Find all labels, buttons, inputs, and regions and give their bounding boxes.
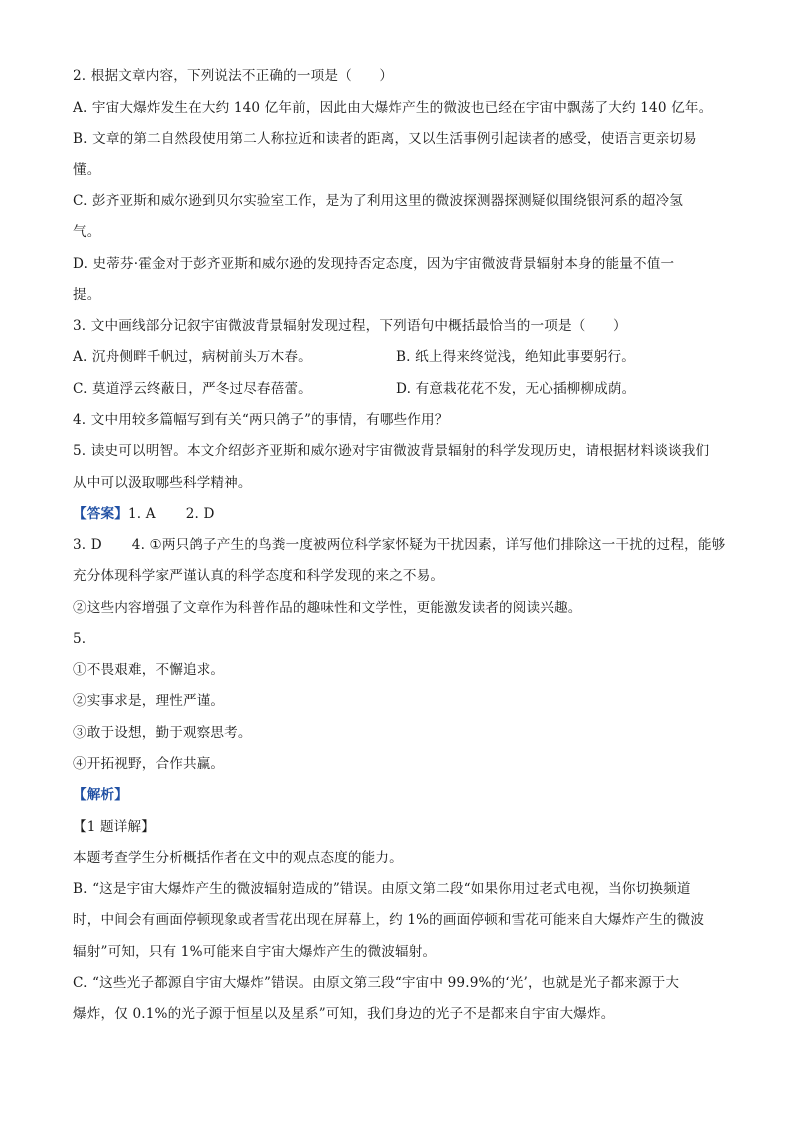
- analysis-subheading: 【1 题详解】: [73, 819, 155, 835]
- q4-stem: 4. 文中用较多篇幅写到有关“两只鸽子”的事情，有哪些作用？: [73, 412, 449, 428]
- answer-4-line3: ②这些内容增强了文章作为科普作品的趣味性和文学性，更能激发读者的阅读兴趣。: [73, 600, 582, 616]
- answer-4-line2: 充分体现科学家严谨认真的科学态度和科学发现的来之不易。: [73, 568, 445, 584]
- q3-option-b: B. 纸上得来终觉浅，绝知此事要躬行。: [396, 349, 635, 365]
- answer-row1: [73, 505, 723, 523]
- q3-option-c: C. 莫道浮云终蔽日，严冬过尽春蓓蕾。: [73, 381, 312, 397]
- answer-5-label: 5.: [73, 631, 87, 647]
- answer-tag: 【答案】: [73, 506, 128, 522]
- q5-stem-line1: 5. 读史可以明智。本文介绍彭齐亚斯和威尔逊对宇宙微波背景辐射的科学发现历史，请根据材料谈谈我们: [73, 443, 710, 459]
- analysis-c-line1: C. “这些光子都源自宇宙大爆炸”错误。由原文第三段“宇宙中 99.9%的‘光’，也就是光子都来源于大: [73, 975, 680, 991]
- analysis-tag: 【解析】: [73, 787, 128, 803]
- answer-2: 2. D: [185, 506, 215, 522]
- q2-option-c-line1: C. 彭齐亚斯和威尔逊到贝尔实验室工作，是为了利用这里的微波探测器探测疑似围绕银河系的超冷氢: [73, 193, 683, 209]
- answer-3: 3. D: [73, 537, 102, 553]
- answer-1: 1. A: [127, 506, 156, 522]
- q3-option-a: A. 沉舟侧畔千帆过，病树前头万木春。: [73, 349, 312, 365]
- answer-5-point1: ①不畏艰难，不懈追求。: [73, 662, 225, 678]
- analysis-b-line1: B. “这是宇宙大爆炸产生的微波辐射造成的”错误。由原文第二段“如果你用过老式电视，当你切换频道: [73, 881, 691, 897]
- answer-4-line1: 4. ①两只鸽子产生的鸟粪一度被两位科学家怀疑为干扰因素，详写他们排除这一干扰的过程，能够: [131, 537, 726, 553]
- q3-options-row1: [73, 348, 723, 366]
- q3-option-d: D. 有意栽花花不发，无心插柳柳成荫。: [396, 381, 636, 397]
- answer-5-point3: ③敢于设想，勤于观察思考。: [73, 725, 252, 741]
- q2-option-d-line1: D. 史蒂芬·霍金对于彭齐亚斯和威尔逊的发现持否定态度，因为宇宙微波背景辐射本身的能量不值一: [73, 256, 675, 272]
- analysis-c-line2: 爆炸，仅 0.1%的光子源于恒星以及星系”可知，我们身边的光子不是都来自宇宙大爆炸。: [73, 1006, 615, 1022]
- q2-option-a: A. 宇宙大爆炸发生在大约 140 亿年前，因此由大爆炸产生的微波也已经在宇宙中飘荡了大约 140 亿年。: [73, 100, 713, 116]
- answer-5-point2: ②实事求是，理性严谨。: [73, 693, 225, 709]
- q5-stem-line2: 从中可以汲取哪些科学精神。: [73, 475, 252, 491]
- q3-options-row2: [73, 380, 723, 398]
- q2-option-d-line2: 提。: [73, 287, 101, 303]
- analysis-b-line2: 时，中间会有画面停顿现象或者雪花出现在屏幕上，约 1%的画面停顿和雪花可能来自大爆炸产生的微波: [73, 912, 705, 928]
- analysis-b-line3: 辐射”可知，只有 1%可能来自宇宙大爆炸产生的微波辐射。: [73, 944, 437, 960]
- answer-row2: [73, 536, 726, 554]
- q2-option-b-line1: B. 文章的第二自然段使用第二人称拉近和读者的距离，又以生活事例引起读者的感受，使语言更亲切易: [73, 131, 697, 147]
- analysis-intro: 本题考查学生分析概括作者在文中的观点态度的能力。: [73, 850, 403, 866]
- q2-option-c-line2: 气。: [73, 224, 101, 240]
- q2-stem: 2. 根据文章内容，下列说法不正确的一项是（ ）: [73, 68, 394, 84]
- q3-stem: 3. 文中画线部分记叙宇宙微波背景辐射发现过程，下列语句中概括最恰当的一项是（ ）: [73, 318, 627, 334]
- q2-option-b-line2: 懂。: [73, 162, 101, 178]
- answer-5-point4: ④开拓视野，合作共赢。: [73, 756, 225, 772]
